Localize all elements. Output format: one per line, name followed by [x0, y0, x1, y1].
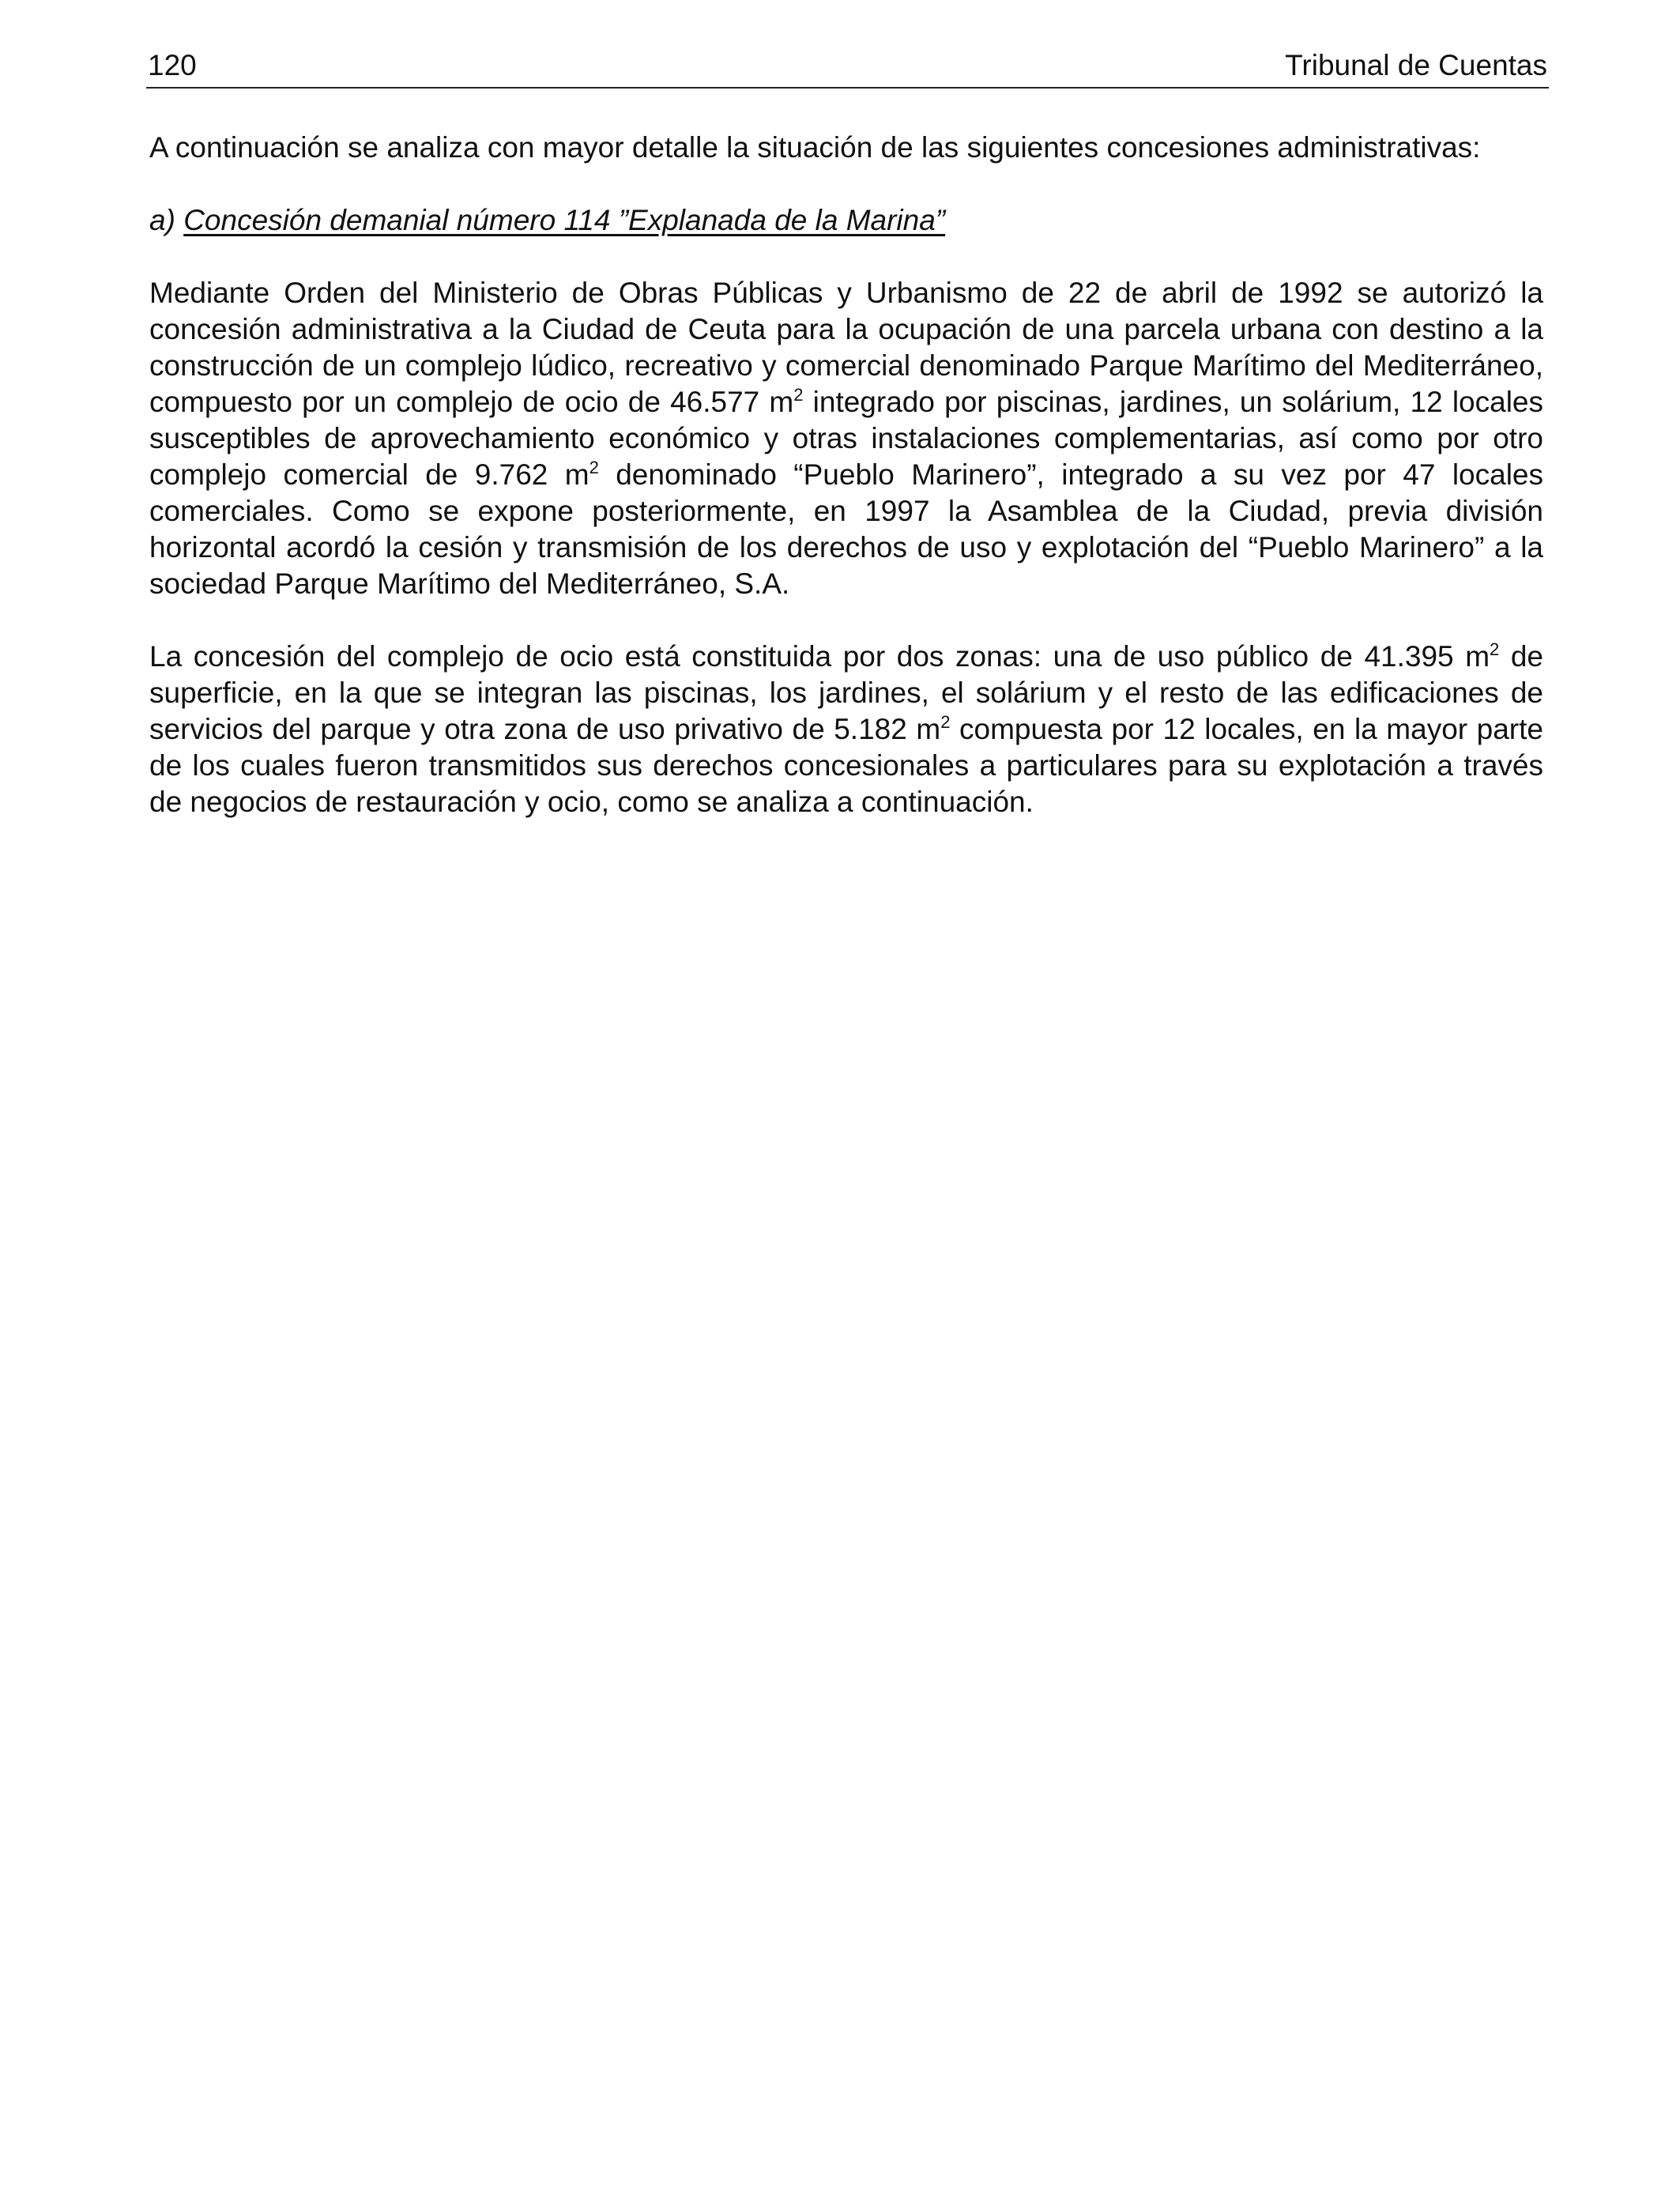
- superscript-2: 2: [1490, 639, 1500, 659]
- body-paragraph-2-part3: compuesta por 12 locales, en la mayor parte de los cuales fueron transmitidos sus derechos concesionales a particulares para su explotación a través de negocios de restauración y ocio, como se analiza a continuación.: [149, 713, 1543, 818]
- body-paragraph-2-part1: La concesión del complejo de ocio está constituida por dos zonas: una de uso público de 41.395 m: [149, 640, 1490, 673]
- body-paragraph-1-part2: integrado por piscinas, jardines, un solárium, 12 locales susceptibles de aprovechamiento económico y otras instalaciones complementarias, así como por otro complejo comercial de 9.762 m: [149, 386, 1543, 491]
- superscript-2: 2: [940, 712, 951, 732]
- intro-paragraph: A continuación se analiza con mayor detalle la situación de las siguientes concesiones administrativas:: [149, 131, 1481, 164]
- body-paragraph-1-part3: denominado “Pueblo Marinero”, integrado a su vez por 47 locales comerciales. Como se expone posteriormente, en 1997 la Asamblea de la Ciudad, previa división horizontal acordó la cesión y transmisión de los derechos de uso y explotación del “Pueblo Marinero” a la sociedad Parque Marítimo del Mediterráneo, S.A.: [149, 458, 1543, 600]
- body-paragraph-1-part1: Mediante Orden del Ministerio de Obras Públicas y Urbanismo de 22 de abril de 1992 se autorizó la concesión administrativa a la Ciudad de Ceuta para la ocupación de una parcela urbana con destino a la construcción de un complejo lúdico, recreativo y comercial denominado Parque Marítimo del Mediterráneo, compuesto por un complejo de ocio de 46.577 m: [149, 277, 1543, 418]
- section-heading-prefix: a): [149, 204, 184, 236]
- body-paragraph-1: [149, 275, 1543, 602]
- body-paragraph-2: [149, 639, 1543, 820]
- page-header: [146, 47, 1549, 89]
- page-number: 120: [148, 49, 197, 81]
- section-heading-title: Concesión demanial número 114 ”Explanada de la Marina”: [183, 204, 946, 236]
- superscript-2: 2: [793, 385, 804, 405]
- superscript-2: 2: [589, 458, 599, 477]
- document-body: [149, 130, 1543, 820]
- running-title: Tribunal de Cuentas: [1285, 49, 1547, 81]
- section-heading: [149, 202, 1543, 239]
- body-paragraph-2-part2: de superficie, en la que se integran las piscinas, los jardines, el solárium y el resto de las edificaciones de servicios del parque y otra zona de uso privativo de 5.182 m: [149, 640, 1544, 745]
